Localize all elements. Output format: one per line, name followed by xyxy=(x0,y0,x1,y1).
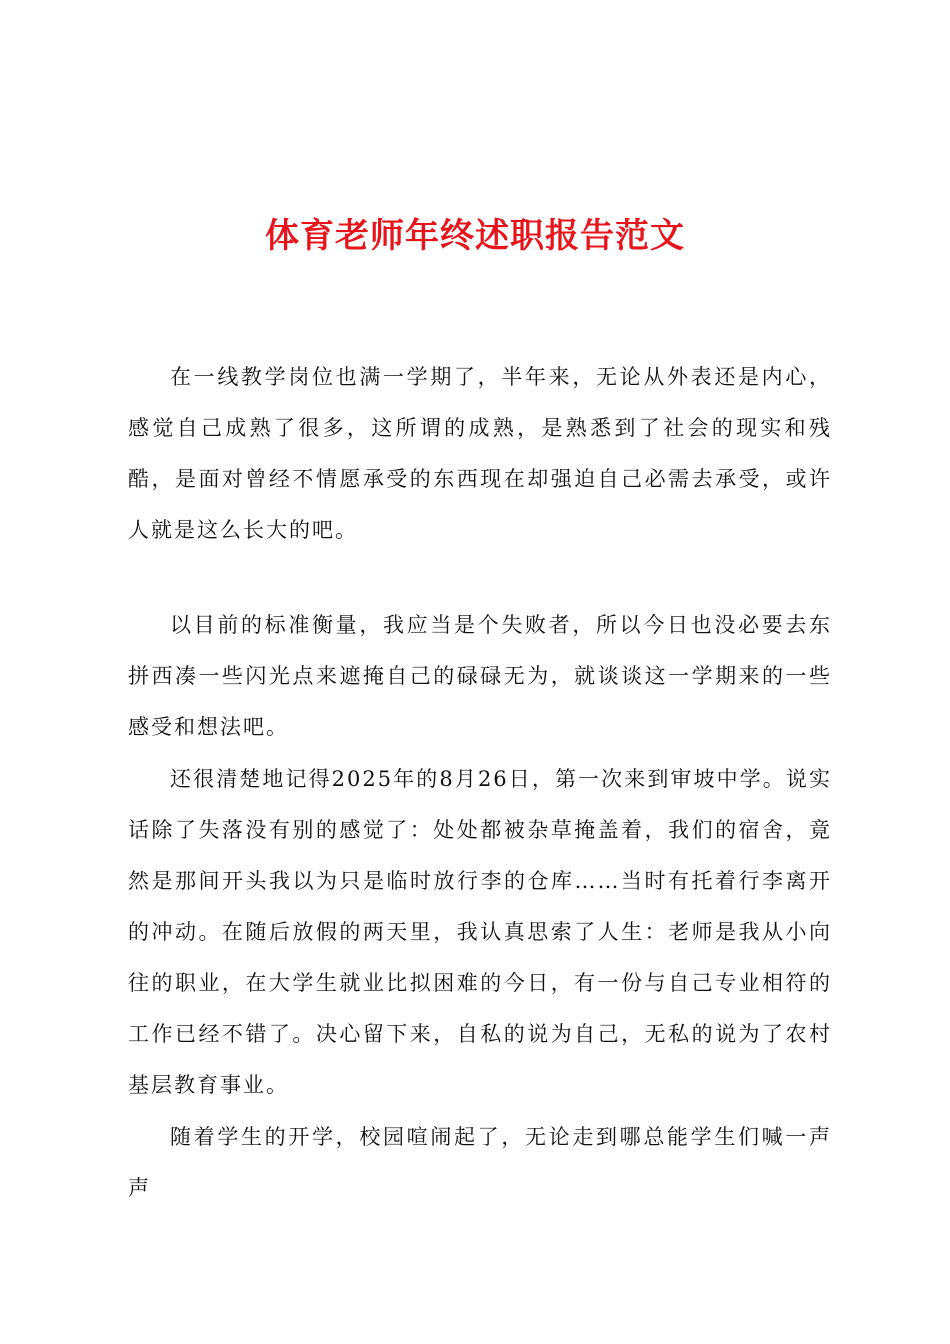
document-body xyxy=(128,352,832,1200)
paragraph-2: 以目前的标准衡量，我应当是个失败者，所以今日也没必要去东拼西凑一些闪光点来遮掩自己的碌碌无为，就谈谈这一学期来的一些感受和想法吧。 xyxy=(128,613,832,739)
document-title: 体育老师年终述职报告范文 xyxy=(265,216,685,256)
paragraph-4: 随着学生的开学，校园喧闹起了，无论走到哪总能学生们喊一声声 xyxy=(128,1125,832,1200)
paragraph-3: 还很清楚地记得2025年的8月26日，第一次来到审坡中学。说实话除了失落没有别的感觉了：处处都被杂草掩盖着，我们的宿舍，竟然是那间开头我以为只是临时放行李的仓库……当时有托着行李离开的冲动。在随后放假的两天里，我认真思索了人生：老师是我从小向往的职业，在大学生就业比拟困难的今日，有一份与自己专业相符的工作已经不错了。决心留下来，自私的说为自己，无私的说为了农村基层教育事业。 xyxy=(128,767,832,1097)
paragraph-1: 在一线教学岗位也满一学期了，半年来，无论从外表还是内心，感觉自己成熟了很多，这所谓的成熟，是熟悉到了社会的现实和残酷，是面对曾经不情愿承受的东西现在却强迫自己必需去承受，或许人就是这么长大的吧。 xyxy=(128,365,832,542)
